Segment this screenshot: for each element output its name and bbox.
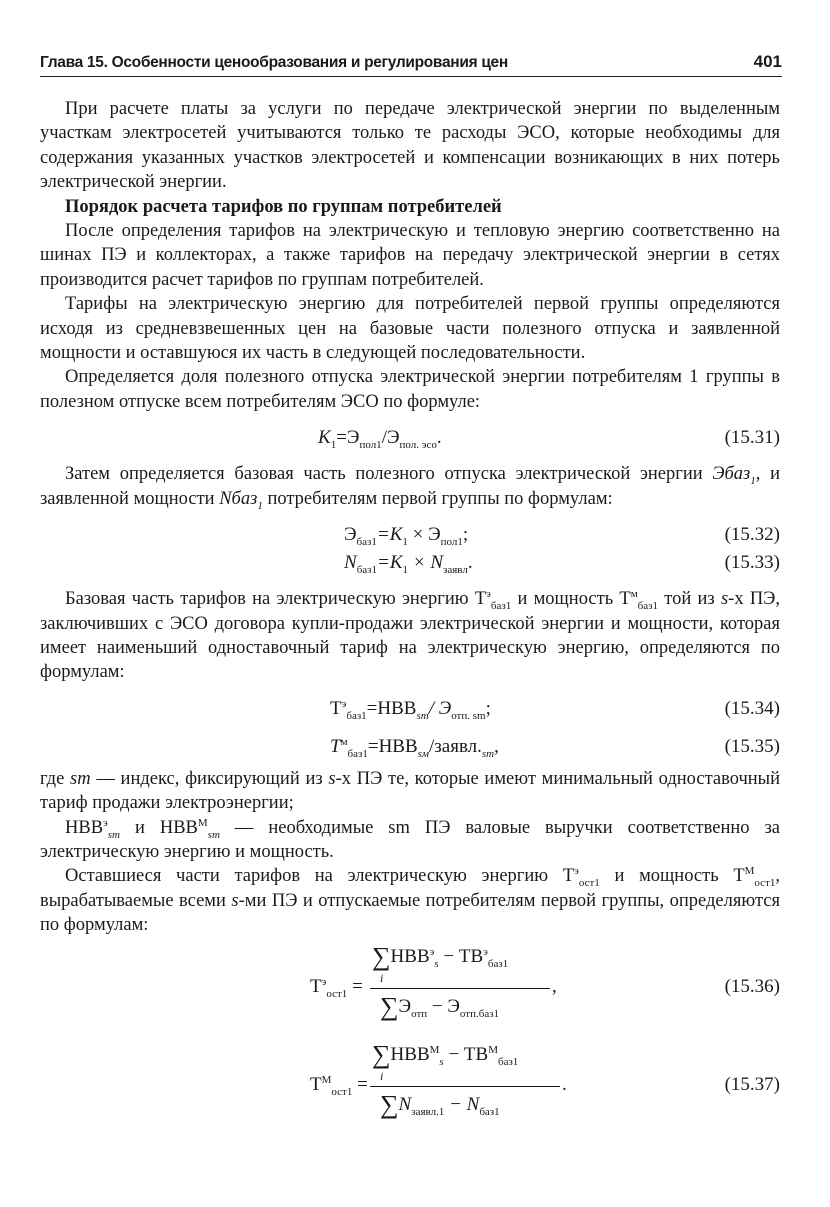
paragraph-6: Базовая часть тарифов на электрическую энергию $Т^э_{баз1}$ и мощность $Т^м_{баз1}$ той из s-х ПЭ, заключивших с ЭСО договора купли-продажи электрической энергии и мощности, которая имеет наименьший одноставочный тариф на электрическую энергию, определяются по формулам: — [40, 588, 781, 683]
page-number: 401 — [753, 52, 782, 71]
equation-number: (15.35) — [724, 735, 780, 757]
equation-number: (15.37) — [724, 1073, 780, 1095]
equation-15-34: $Т^э_{баз1}=НВВ_{sm}/$ $Э_{отп. sm}$; (15.34) — [40, 695, 780, 723]
equation-15-32: $Э_{баз1}=K_1 \times Э_{пол1}$; (15.32) — [40, 521, 780, 549]
paragraph-4: Определяется доля полезного отпуска электрической энергии потребителям 1 группы в полезном отпуске всем потребителям ЭСО по формуле: — [40, 367, 780, 412]
paragraph-5: Затем определяется базовая часть полезного отпуска электрической энергии Эбаз$_1$, и заявленной мощности Nбаз$_1$ потребителям первой группы по формулам: — [40, 464, 781, 512]
equation-number: (15.34) — [724, 697, 780, 719]
page-body — [40, 97, 780, 1130]
equation-15-35: $Т^м_{баз1}=НВВ_{sм}/заявл._{sm}$, (15.35) — [40, 733, 780, 761]
paragraph-8: $НВВ^э_{sm}$ и $НВВ^М_{sm}$ — необходимые sm ПЭ валовые выручки соответственно за электрическую энергию и мощность. — [40, 816, 780, 862]
equation-15-31: $K_1=Э_{пол1}/Э_{пол. эсо}$. (15.31) — [40, 424, 780, 452]
equation-15-36: $Т^э_{ост1}$ = $\sum НВВ^э_s - ТВ^э_{баз1}$ i $\sum Э_{отп} - Э_{отп.баз1}$ , (15.36) — [310, 941, 780, 1021]
chapter-title: Глава 15. Особенности ценообразования и регулирования цен — [40, 54, 508, 71]
page-header — [40, 50, 782, 77]
equation-number: (15.33) — [724, 552, 780, 574]
paragraph-7: где sm — индекс, фиксирующий из s-х ПЭ те, которые имеют минимальный одноставочный тариф продажи электроэнергии; — [40, 768, 781, 814]
paragraph-1: При расчете платы за услуги по передаче электрической энергии по выделенным участкам электросетей учитываются только те расходы ЭСО, которые необходимы для содержания указанных участков электросетей и компенсации возникающих в них потерь электрической энергии. — [40, 99, 780, 193]
equation-15-37: $Т^М_{ост1}$ = $\sum НВВ^М_s - ТВ^М_{баз1}$ i $\sum N_{заявл.1} - N_{баз1}$ . (15.37) — [310, 1039, 780, 1119]
paragraph-9: Оставшиеся части тарифов на электрическую энергию $Т^э_{ост1}$ и мощность $Т^М_{ост1}$, вырабатываемые всеми s-ми ПЭ и отпускаемые потребителям первой группы, определяются по формулам: — [40, 865, 780, 936]
paragraph-3: Тарифы на электрическую энергию для потребителей первой группы определяются исходя из средневзвешенных цен на базовые части полезного отпуска и заявленной мощности и оставшуюся их часть в следующей последовательности. — [40, 294, 780, 364]
equation-number: (15.31) — [724, 427, 780, 449]
equation-number: (15.32) — [724, 524, 780, 546]
equation-15-33: $N_{баз1}=K_1 \times N_{заявл}$. (15.33) — [40, 549, 780, 577]
equation-number: (15.36) — [724, 975, 780, 997]
section-heading: Порядок расчета тарифов по группам потребителей — [65, 196, 502, 217]
paragraph-2: После определения тарифов на электрическую и тепловую энергию соответственно на шинах ПЭ и коллекторах, а также тарифов на передачу электрической энергии в сетях производится расчет тарифов по группам потребителей. — [40, 221, 780, 290]
